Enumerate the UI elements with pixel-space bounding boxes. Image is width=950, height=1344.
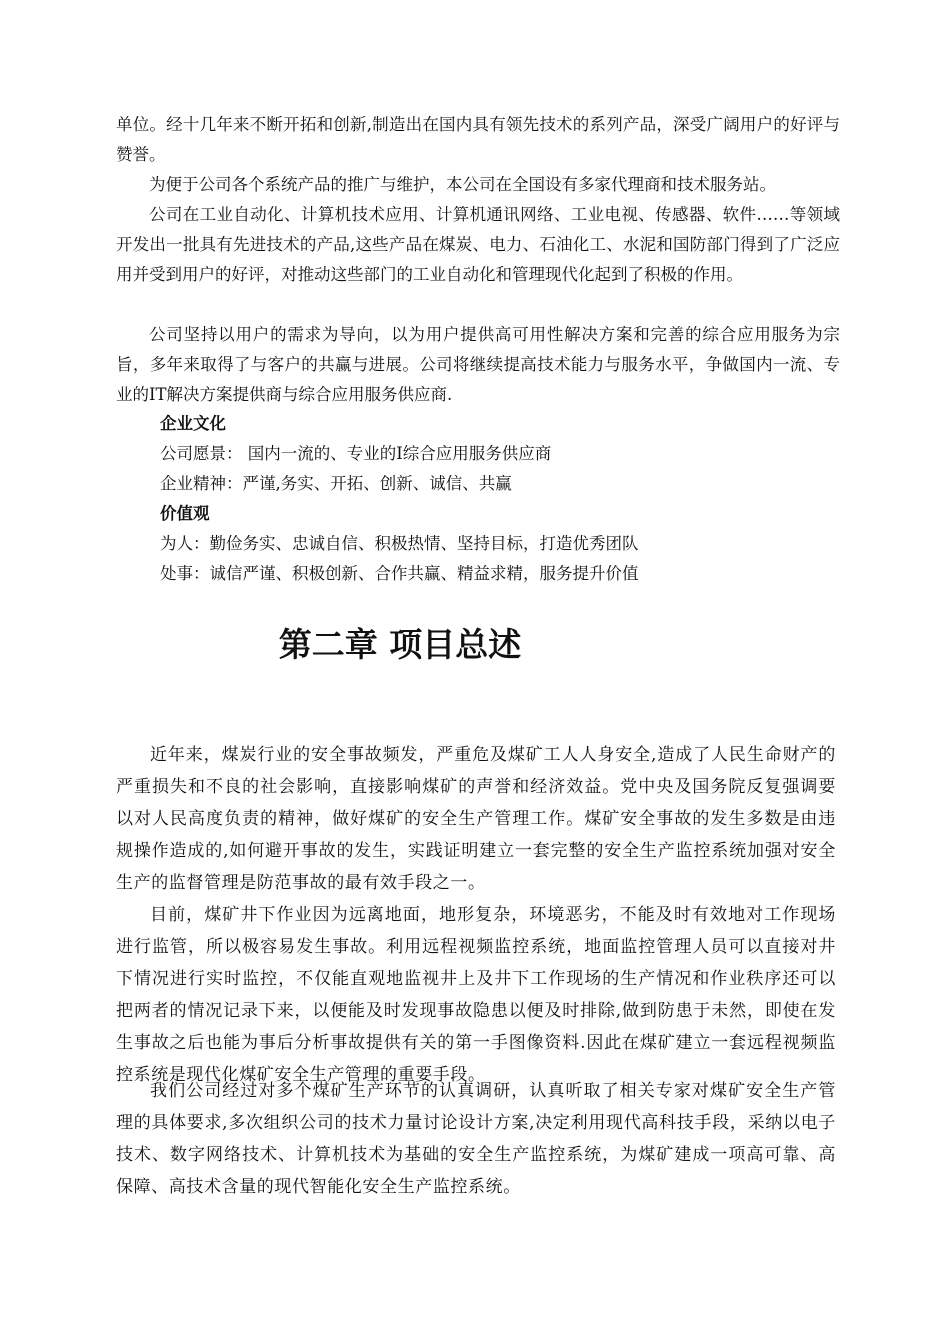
project-overview-paragraph-1: 近年来，煤炭行业的安全事故频发，严重危及煤矿工人人身安全,造成了人民生命财产的严重损失和不良的社会影响，直接影响煤矿的声誉和经济效益。党中央及国务院反复强调要以对人民高度负责的精神，做好煤矿的安全生产管理工作。煤矿安全事故的发生多数是由违规操作造成的,如何避开事故的发生，实践证明建立一套完整的安全生产监控系统加强对安全生产的监督管理是防范事故的最有效手段之一。	[116, 745, 836, 893]
intro-paragraph-2: 为便于公司各个系统产品的推广与维护，本公司在全国设有多家代理商和技术服务站。	[149, 175, 776, 194]
project-overview-paragraph-3: 我们公司经过对多个煤矿生产环节的认真调研，认真听取了相关专家对煤矿安全生产管理的具体要求,多次组织公司的技术力量讨论设计方案,决定利用现代高科技手段，采纳以电子技术、数字网络技术、计算机技术为基础的安全生产监控系统，为煤矿建成一项高可靠、高保障、高技术含量的现代智能化安全生产监控系统。	[116, 1081, 836, 1197]
chapter-title: 第二章 项目总述	[278, 625, 522, 664]
company-vision: 公司愿景： 国内一流的、专业的I综合应用服务供应商	[160, 444, 552, 463]
values-for-people: 为人：勤俭务实、忠诚自信、积极热情、坚持目标，打造优秀团队	[160, 534, 639, 553]
values-heading: 价值观	[160, 504, 210, 523]
corporate-culture-heading: 企业文化	[160, 414, 226, 433]
intro-paragraph-1: 单位。经十几年来不断开拓和创新,制造出在国内具有领先技术的系列产品，深受广阔用户的好评与赞誉。	[116, 115, 840, 164]
values-for-work: 处事：诚信严谨、积极创新、合作共赢、精益求精，服务提升价值	[160, 564, 639, 583]
intro-paragraph-4: 公司坚持以用户的需求为导向，以为用户提供高可用性解决方案和完善的综合应用服务为宗旨，多年来取得了与客户的共赢与进展。公司将继续提高技术能力与服务水平，争做国内一流、专业的IT解决方案提供商与综合应用服务供应商.	[116, 325, 840, 404]
enterprise-spirit: 企业精神：严谨,务实、开拓、创新、诚信、共赢	[160, 474, 512, 493]
project-overview-paragraph-2: 目前，煤矿井下作业因为远离地面，地形复杂，环境恶劣，不能及时有效地对工作现场进行监管，所以极容易发生事故。利用远程视频监控系统，地面监控管理人员可以直接对井下情况进行实时监控，不仅能直观地监视井上及井下工作现场的生产情况和作业秩序还可以把两者的情况记录下来，以便能及时发现事故隐患以便及时排除,做到防患于未然，即使在发生事故之后也能为事后分析事故提供有关的第一手图像资料.因此在煤矿建立一套远程视频监控系统是现代化煤矿安全生产管理的重要手段。	[116, 905, 836, 1085]
intro-paragraph-3: 公司在工业自动化、计算机技术应用、计算机通讯网络、工业电视、传感器、软件……等领域开发出一批具有先进技术的产品,这些产品在煤炭、电力、石油化工、水泥和国防部门得到了广泛应用并受到用户的好评，对推动这些部门的工业自动化和管理现代化起到了积极的作用。	[116, 205, 840, 284]
